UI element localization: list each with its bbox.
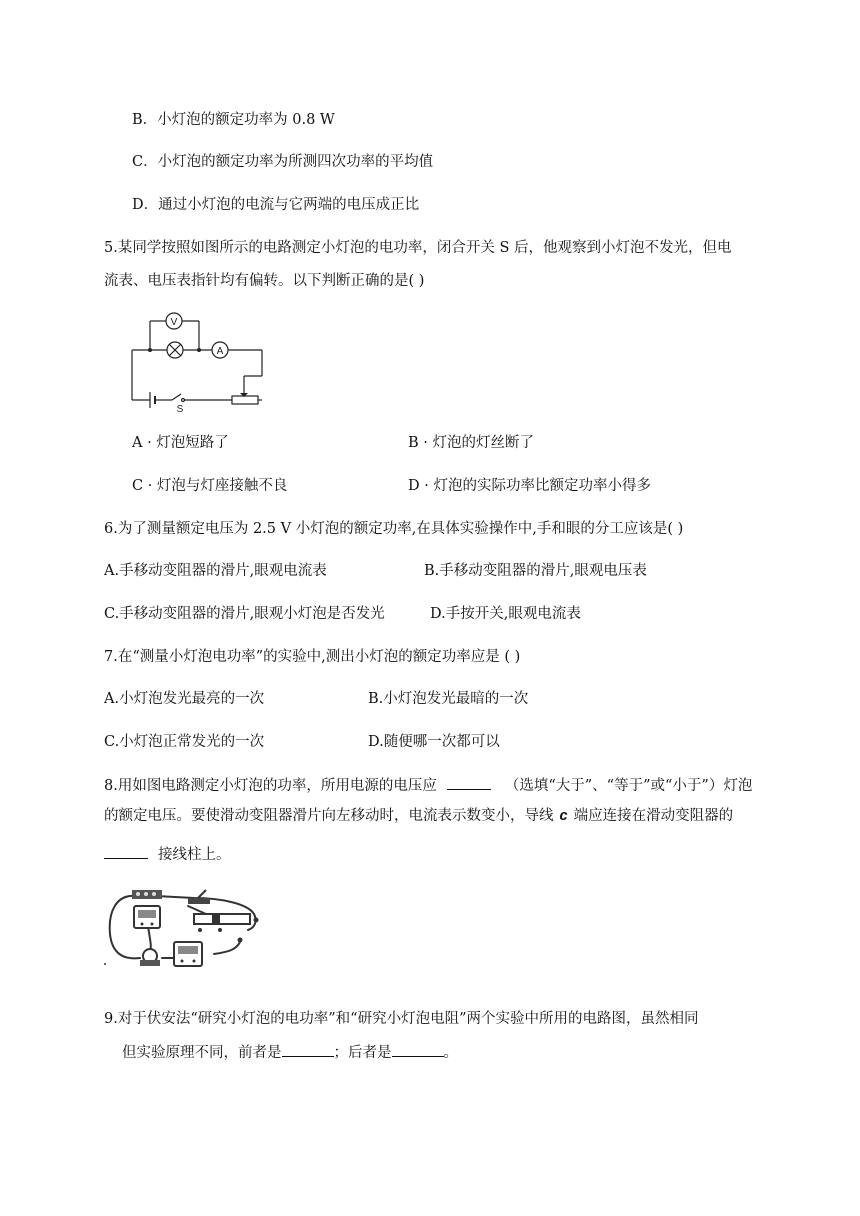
q6-option-b: B.手移动变阻器的滑片,眼观电压表 [424, 563, 647, 579]
q8-answer-blank-1[interactable] [447, 775, 491, 790]
q5-option-d: D · 灯泡的实际功率比额定功率小得多 [408, 478, 651, 494]
switch-label: S [176, 404, 184, 415]
q7-stem: 7.在“测量小灯泡电功率”的实验中,测出小灯泡的额定功率应是 ( ) [104, 649, 521, 665]
q6-option-a: A.手移动变阻器的滑片,眼观电流表 [104, 563, 327, 579]
q8-stem-text1a: 8.用如图电路测定小灯泡的功率，所用电源的电压应 [104, 778, 437, 794]
q9-stem-line2 [122, 1042, 458, 1063]
q5-stem-line2: 流表、电压表指针均有偏转。以下判断正确的是( ) [104, 273, 425, 289]
q8-stem-text3: 接线柱上。 [158, 847, 231, 863]
q9-answer-blank-1[interactable] [282, 1042, 334, 1057]
q6-option-d: D.手按开关,眼观电流表 [430, 606, 581, 622]
q8-stem-text2a: 的额定电压。要使滑动变阻器滑片向左移动时，电流表示数变小，导线 [104, 808, 554, 824]
q9-stem-text2a: 但实验原理不同，前者是 [122, 1045, 282, 1061]
voltmeter-label: V [170, 317, 178, 328]
q5-option-a: A · 灯泡短路了 [132, 435, 229, 451]
q7-option-a: A.小灯泡发光最亮的一次 [104, 691, 265, 707]
q8-stem-text1b: （选填“大于”、“等于”或“小于”）灯泡 [504, 778, 753, 794]
q9-stem-text2c: 。 [443, 1045, 458, 1061]
q7-option-d: D.随便哪一次都可以 [368, 734, 500, 750]
q5-circuit-diagram [124, 308, 274, 416]
q8-stem-line3 [104, 844, 231, 865]
q7-option-c: C.小灯泡正常发光的一次 [104, 734, 265, 750]
q8-answer-blank-2[interactable] [104, 844, 148, 859]
q9-answer-blank-2[interactable] [392, 1042, 444, 1057]
q5-option-b: B · 灯泡的灯丝断了 [408, 435, 534, 451]
q6-stem: 6.为了测量额定电压为 2.5 V 小灯泡的额定功率,在具体实验操作中,手和眼的分工应该是( ) [104, 521, 684, 537]
q4-option-b: B．小灯泡的额定功率为 0.8 W [132, 112, 335, 128]
q5-stem-line1: 5.某同学按照如图所示的电路测定小灯泡的电功率，闭合开关 S 后，他观察到小灯泡不发光，但电 [104, 240, 732, 256]
q4-option-d: D．通过小灯泡的电流与它两端的电压成正比 [132, 197, 420, 213]
q8-variable-c: c [559, 808, 568, 824]
q5-option-c: C · 灯泡与灯座接触不良 [132, 478, 288, 494]
ammeter-label: A [216, 346, 224, 357]
q8-stem-text2b: 端应连接在滑动变阻器的 [573, 808, 734, 824]
q4-option-c: C．小灯泡的额定功率为所测四次功率的平均值 [132, 154, 434, 170]
q9-stem-text2b: ；后者是 [333, 1045, 392, 1061]
q8-circuit-photo [102, 884, 266, 970]
q9-stem-line1: 9.对于伏安法“研究小灯泡的电功率”和“研究小灯泡电阻”两个实验中所用的电路图，虽然相同 [104, 1011, 699, 1027]
q7-option-b: B.小灯泡发光最暗的一次 [368, 691, 529, 707]
q8-stem-line1 [104, 775, 752, 796]
q6-option-c: C.手移动变阻器的滑片,眼观小灯泡是否发光 [104, 606, 385, 622]
q8-stem-line2 [104, 806, 733, 826]
